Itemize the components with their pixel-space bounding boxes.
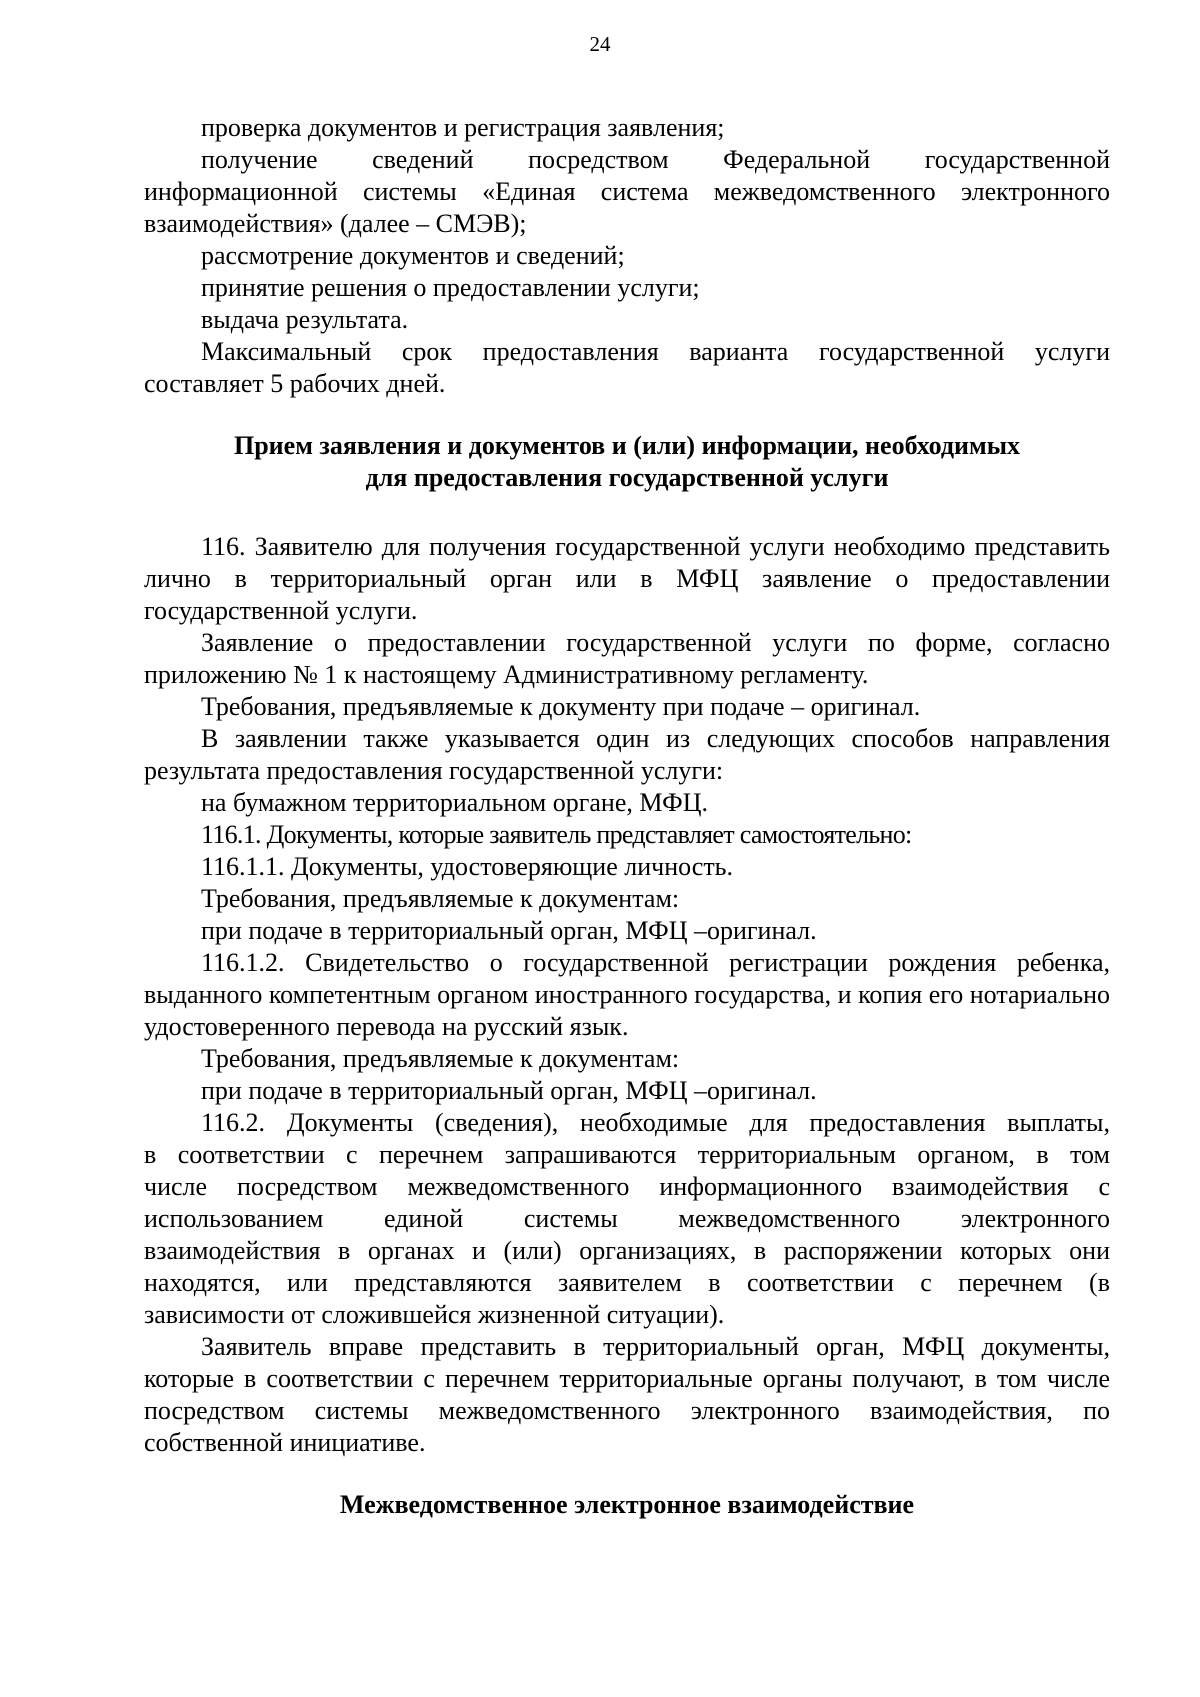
- spacer: [144, 494, 1110, 531]
- page-number: 24: [589, 32, 611, 56]
- paragraph-line: использованием единой системы межведомственного электронного: [144, 1204, 1110, 1233]
- paragraph-line: 116.2. Документы (сведения), необходимые для предоставления выплаты,: [201, 1108, 1110, 1137]
- paragraph: Требования, предъявляемые к документу при подаче – оригинал.: [201, 692, 921, 721]
- paragraph: при подаче в территориальный орган, МФЦ –оригинал.: [201, 1076, 817, 1105]
- paragraph: при подаче в территориальный орган, МФЦ –оригинал.: [201, 916, 817, 945]
- paragraph-line: взаимодействия в органах и (или) организациях, в распоряжении которых они: [144, 1236, 1110, 1265]
- paragraph-line: находятся, или представляются заявителем в соответствии с перечнем (в: [144, 1268, 1110, 1297]
- paragraph: проверка документов и регистрация заявления;: [201, 113, 725, 142]
- paragraph: на бумажном территориальном органе, МФЦ.: [201, 788, 708, 817]
- paragraph-line: зависимости от сложившейся жизненной ситуации).: [144, 1300, 725, 1329]
- paragraph: В заявлении также указывается один из следующих способов направления результата предоставления государственной услуги:: [144, 724, 1110, 785]
- paragraph: 116.1.2. Свидетельство о государственной регистрации рождения ребенка, выданного компетентным органом иностранного государства, и копия его нотариально удостоверенного перевода на русский язык.: [144, 948, 1110, 1041]
- paragraph: принятие решения о предоставлении услуги;: [201, 273, 700, 302]
- paragraph: Требования, предъявляемые к документам:: [201, 1044, 680, 1073]
- paragraph: Требования, предъявляемые к документам:: [201, 884, 680, 913]
- paragraph: рассмотрение документов и сведений;: [201, 241, 625, 270]
- paragraph: 116.1. Документы, которые заявитель представляет самостоятельно:: [201, 820, 912, 849]
- paragraph-line: в соответствии с перечнем запрашиваются территориальным органом, в том: [144, 1140, 1110, 1169]
- section-title-reception: [144, 430, 1110, 494]
- paragraph-line: числе посредством межведомственного информационного взаимодействия с: [144, 1172, 1110, 1201]
- section-title-interagency: Межведомственное электронное взаимодействие: [339, 1490, 915, 1519]
- section-title-line: Прием заявления и документов и (или) информации, необходимых: [233, 431, 1020, 460]
- paragraph: Заявление о предоставлении государственной услуги по форме, согласно приложению № 1 к настоящему Административному регламенту.: [144, 628, 1110, 689]
- paragraph: 116. Заявителю для получения государственной услуги необходимо представить лично в территориальный орган или в МФЦ заявление о предоставлении государственной услуги.: [144, 532, 1110, 625]
- document-body: [144, 112, 1110, 1521]
- paragraph: Заявитель вправе представить в территориальный орган, МФЦ документы, которые в соответствии с перечнем территориальные органы получают, в том числе посредством системы межведомственного электронного взаимодействия, по собственной инициативе.: [144, 1332, 1110, 1457]
- spacer: [144, 1459, 1110, 1489]
- section-title-line: для предоставления государственной услуги: [365, 463, 889, 492]
- paragraph: выдача результата.: [201, 305, 409, 334]
- spacer: [144, 400, 1110, 430]
- paragraph: 116.1.1. Документы, удостоверяющие личность.: [201, 852, 734, 881]
- paragraph: Максимальный срок предоставления варианта государственной услуги составляет 5 рабочих дней.: [144, 337, 1110, 398]
- paragraph: получение сведений посредством Федеральной государственной информационной системы «Единая система межведомственного электронного взаимодействия» (далее – СМЭВ);: [144, 145, 1110, 238]
